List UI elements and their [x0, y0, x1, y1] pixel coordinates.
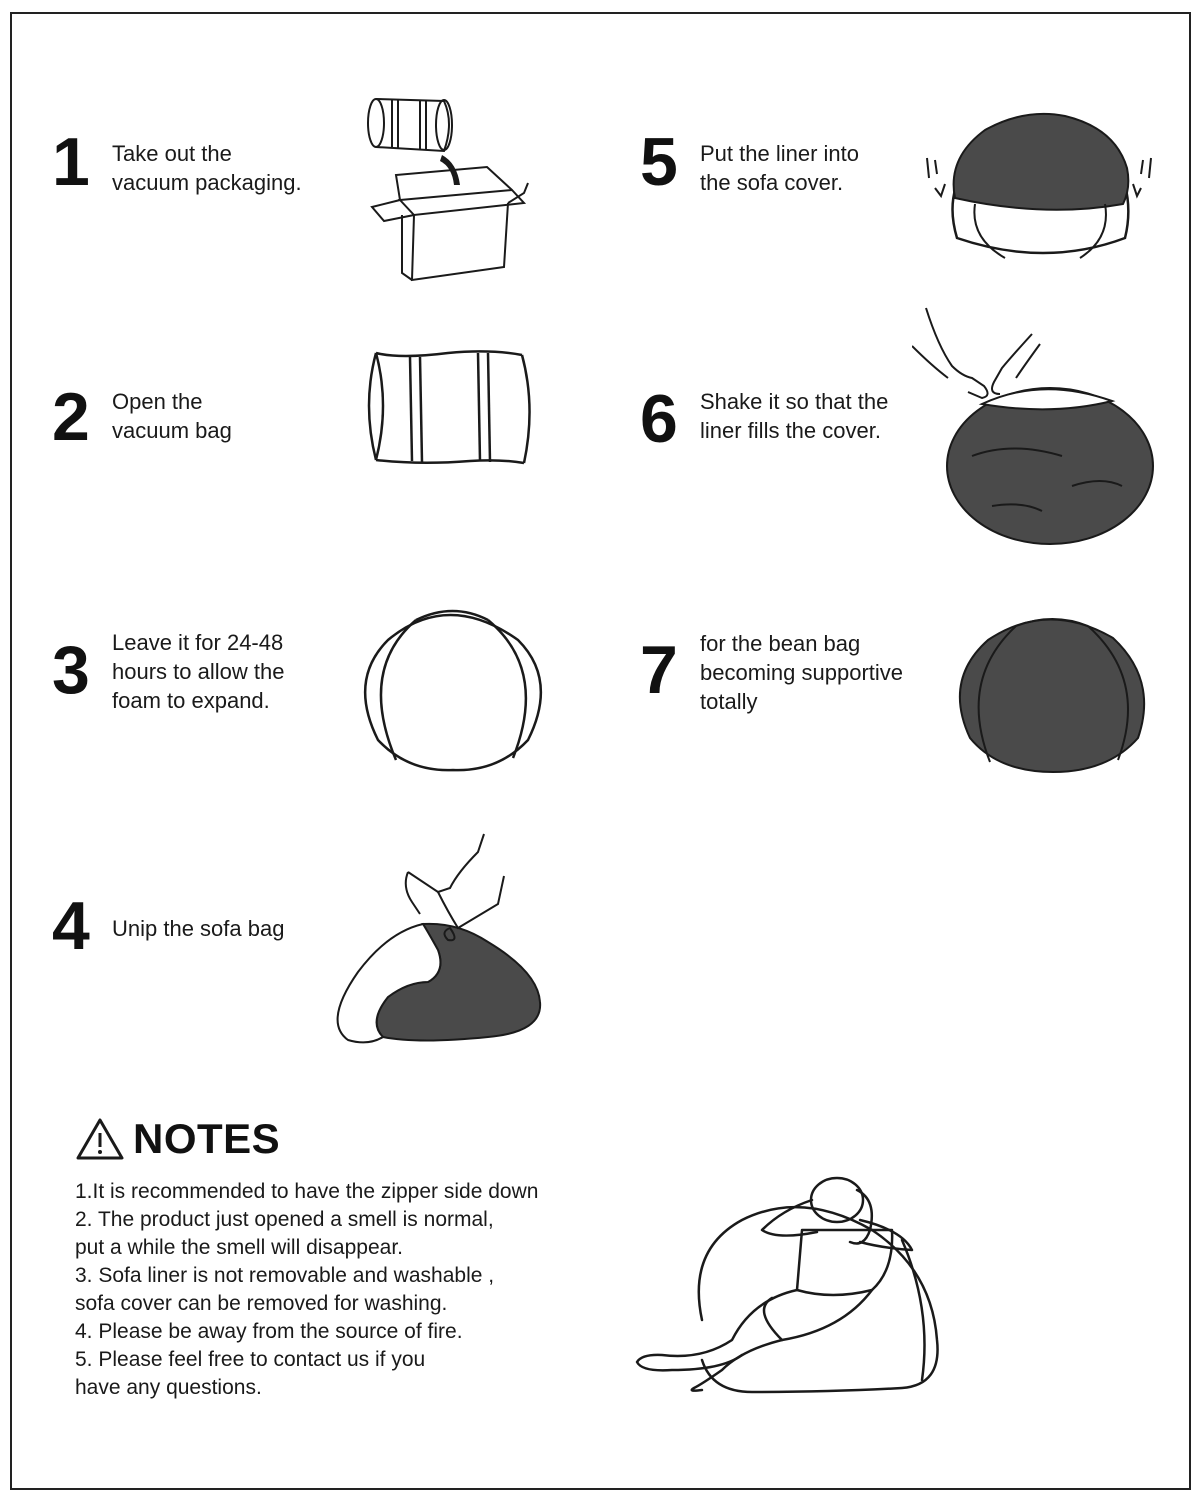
- person-on-bean-bag-icon: [632, 1170, 952, 1400]
- step-6-line: Shake it so that the: [700, 389, 889, 414]
- box-unpacking-icon: [362, 95, 532, 285]
- step-7-text: [700, 629, 903, 716]
- full-bean-bag-icon: [948, 610, 1158, 775]
- step-7-line: totally: [700, 689, 758, 714]
- step-6-number: 6: [640, 381, 676, 457]
- shake-cover-icon: [912, 306, 1157, 546]
- unzip-bag-icon: [328, 832, 548, 1050]
- expanding-foam-icon: [348, 600, 558, 772]
- step-5-number: 5: [640, 124, 676, 200]
- step-3-text: [112, 628, 284, 715]
- step-7-line: becoming supportive: [700, 660, 904, 685]
- step-4-text: [112, 914, 284, 943]
- step-1-line: vacuum packaging.: [112, 170, 302, 195]
- step-2-text: [112, 387, 232, 445]
- step-3-line: hours to allow the: [112, 659, 285, 684]
- step-3-number: 3: [52, 632, 88, 708]
- notes-line: 1.It is recommended to have the zipper side down: [75, 1180, 539, 1203]
- step-2-line: Open the: [112, 389, 203, 414]
- step-3-line: Leave it for 24-48: [112, 630, 284, 655]
- step-7-line: for the bean bag: [700, 631, 861, 656]
- warning-triangle-icon: [75, 1117, 125, 1161]
- notes-line: 5. Please feel free to contact us if you: [75, 1348, 426, 1371]
- step-4-line: Unip the sofa bag: [112, 916, 285, 941]
- notes-line: 2. The product just opened a smell is normal,: [75, 1208, 494, 1231]
- cover-liner-icon: [915, 108, 1165, 268]
- step-3-line: foam to expand.: [112, 688, 270, 713]
- step-1-text: [112, 139, 302, 197]
- notes-line: put a while the smell will disappear.: [75, 1236, 404, 1259]
- notes-heading: [75, 1115, 280, 1163]
- step-1-number: 1: [52, 124, 88, 200]
- step-2-line: vacuum bag: [112, 418, 232, 443]
- notes-title: NOTES: [133, 1115, 281, 1162]
- notes-line: sofa cover can be removed for washing.: [75, 1292, 448, 1315]
- step-6-text: [700, 387, 888, 445]
- vacuum-roll-icon: [360, 345, 540, 470]
- step-6-line: liner fills the cover.: [700, 418, 881, 443]
- step-4-number: 4: [52, 888, 88, 964]
- step-1-line: Take out the: [112, 141, 232, 166]
- notes-line: have any questions.: [75, 1376, 262, 1399]
- step-2-number: 2: [52, 379, 88, 455]
- notes-list: [75, 1178, 538, 1402]
- step-5-line: the sofa cover.: [700, 170, 844, 195]
- step-7-number: 7: [640, 632, 676, 708]
- notes-line: 4. Please be away from the source of fire.: [75, 1320, 463, 1343]
- notes-line: 3. Sofa liner is not removable and washable ,: [75, 1264, 495, 1287]
- step-5-line: Put the liner into: [700, 141, 859, 166]
- step-5-text: [700, 139, 859, 197]
